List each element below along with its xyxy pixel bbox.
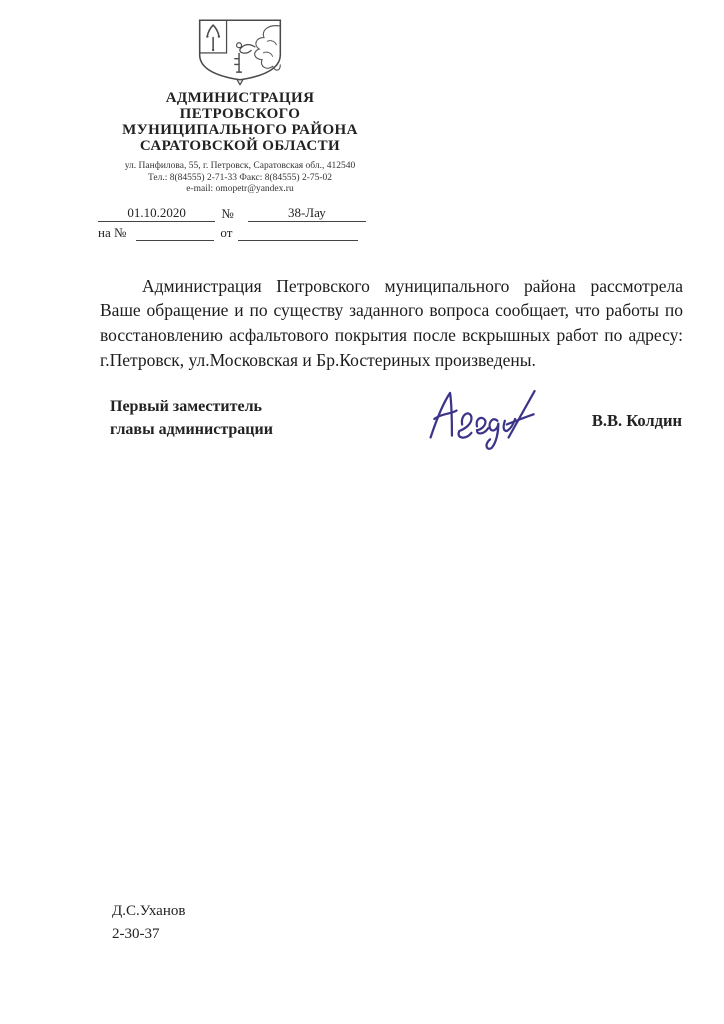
executor-name: Д.С.Уханов: [112, 903, 186, 919]
org-name-line2: ПЕТРОВСКОГО: [179, 106, 301, 122]
petrovsk-coat-of-arms-icon: [192, 16, 288, 86]
org-name-line4: САРАТОВСКОЙ ОБЛАСТИ: [139, 138, 341, 154]
org-name-line3: МУНИЦИПАЛЬНОГО РАЙОНА: [122, 122, 358, 138]
reply-to-label: на №: [98, 225, 127, 240]
letter-body-paragraph: Администрация Петровского муниципального района рассмотрела Ваше обращение и по существу заданного вопроса сообщает, что работы по восстановлению асфальтового покрытия после вскрышных работ по адресу: г.Петровск, ул.Московская и Бр.Костериных произведены.: [100, 275, 683, 370]
org-address: ул. Панфилова, 55, г. Петровск, Саратовская обл., 412540: [124, 161, 356, 171]
signer-position-line2: главы администрации: [110, 420, 273, 438]
executor-block: [112, 900, 185, 946]
signer-name: В.В. Колдин: [591, 411, 682, 430]
signature-block: [100, 396, 684, 466]
reply-to-number-blank: [136, 240, 214, 241]
signer-position-line1: Первый заместитель: [110, 398, 262, 415]
from-label: от: [220, 225, 233, 240]
org-email: e-mail: omopetr@yandex.ru: [186, 184, 294, 194]
executor-phone: 2-30-37: [112, 926, 160, 942]
from-date-blank: [238, 240, 358, 241]
handwritten-signature: [425, 382, 555, 454]
letter-number: 38-Лау: [248, 205, 366, 222]
number-sign: №: [221, 206, 234, 221]
org-name-line1: АДМИНИСТРАЦИЯ: [165, 90, 315, 106]
letterhead: [85, 16, 395, 196]
letter-date: 01.10.2020: [98, 205, 215, 222]
reference-block: [98, 203, 366, 241]
org-phone-fax: Тел.: 8(84555) 2-71-33 Факс: 8(84555) 2-75-02: [147, 172, 333, 183]
